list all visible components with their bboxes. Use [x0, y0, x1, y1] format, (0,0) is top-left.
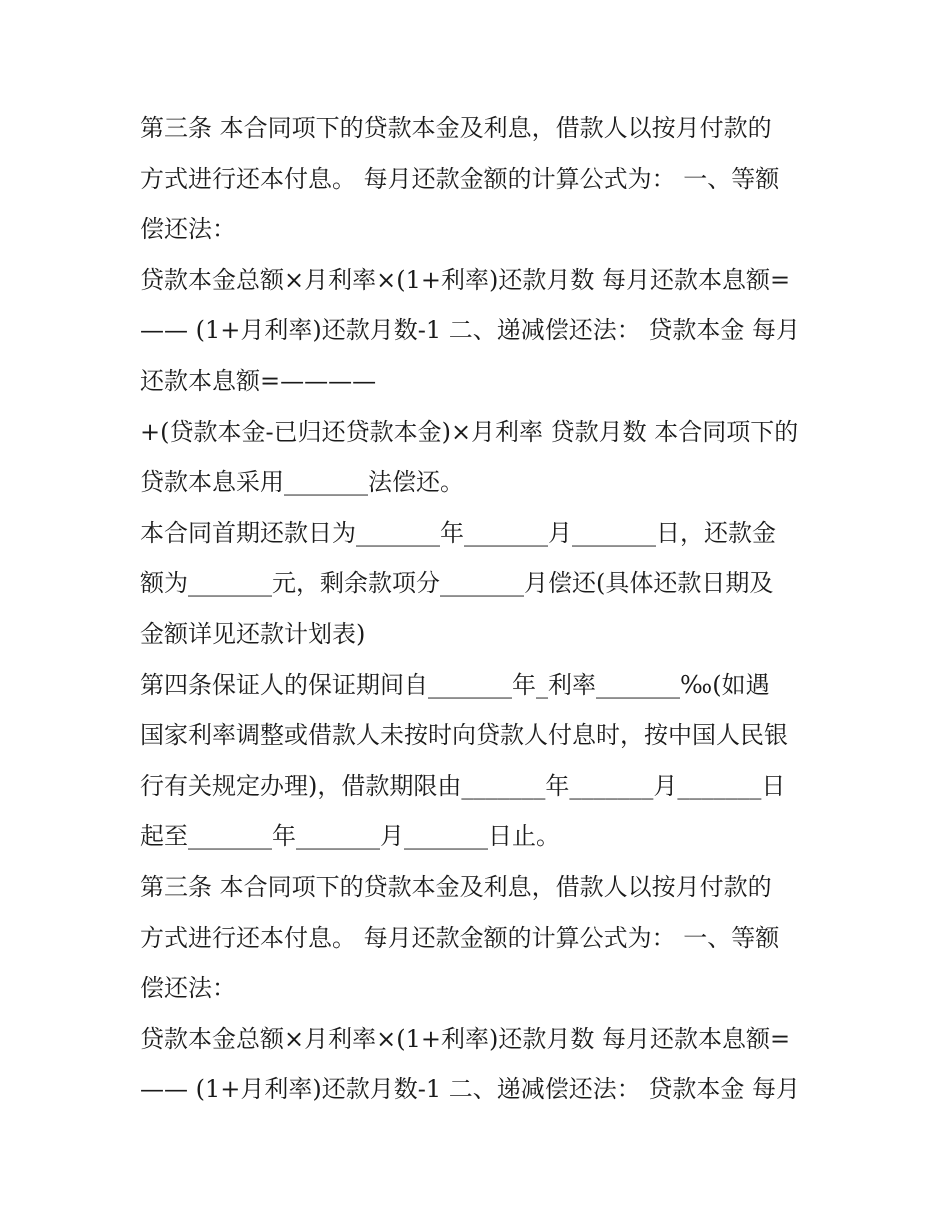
- text-line: +(贷款本金-已归还贷款本金)×月利率 贷款月数 本合同项下的: [140, 417, 799, 446]
- text-line: 偿还法：: [140, 974, 236, 1003]
- text-line: 本合同首期还款日为_______年_______月_______日，还款金: [140, 518, 776, 547]
- text-line: 方式进行还本付息。 每月还款金额的计算公式为： 一、等额: [140, 164, 780, 193]
- text-line: 金额详见还款计划表): [140, 619, 366, 648]
- text-line: 偿还法：: [140, 215, 236, 244]
- text-line: 额为_______元，剩余款项分_______月偿还(具体还款日期及: [140, 569, 774, 598]
- text-line: 第三条 本合同项下的贷款本金及利息，借款人以按月付款的: [140, 114, 772, 142]
- text-line: 贷款本金总额×月利率×(1+利率)还款月数 每月还款本息额=: [140, 1024, 791, 1053]
- text-line: 还款本息额=————: [140, 366, 377, 395]
- document-body: [140, 103, 830, 1115]
- text-line: 国家利率调整或借款人未按时向贷款人付息时，按中国人民银: [140, 721, 788, 750]
- text-line: 第四条保证人的保证期间自_______年_利率_______‰(如遇: [140, 670, 770, 699]
- text-line: —— (1+月利率)还款月数-1 二、递减偿还法： 贷款本金 每月: [140, 316, 800, 345]
- text-line: 贷款本息采用_______法偿还。: [140, 468, 464, 497]
- text-line: 行有关规定办理)，借款期限由_______年_______月_______日: [140, 771, 786, 800]
- text-line: 方式进行还本付息。 每月还款金额的计算公式为： 一、等额: [140, 923, 780, 952]
- text-line: —— (1+月利率)还款月数-1 二、递减偿还法： 贷款本金 每月: [140, 1075, 800, 1104]
- text-line: 第三条 本合同项下的贷款本金及利息，借款人以按月付款的: [140, 872, 772, 901]
- text-line: 起至_______年_______月_______日止。: [140, 822, 560, 851]
- text-line: 贷款本金总额×月利率×(1+利率)还款月数 每月还款本息额=: [140, 265, 791, 294]
